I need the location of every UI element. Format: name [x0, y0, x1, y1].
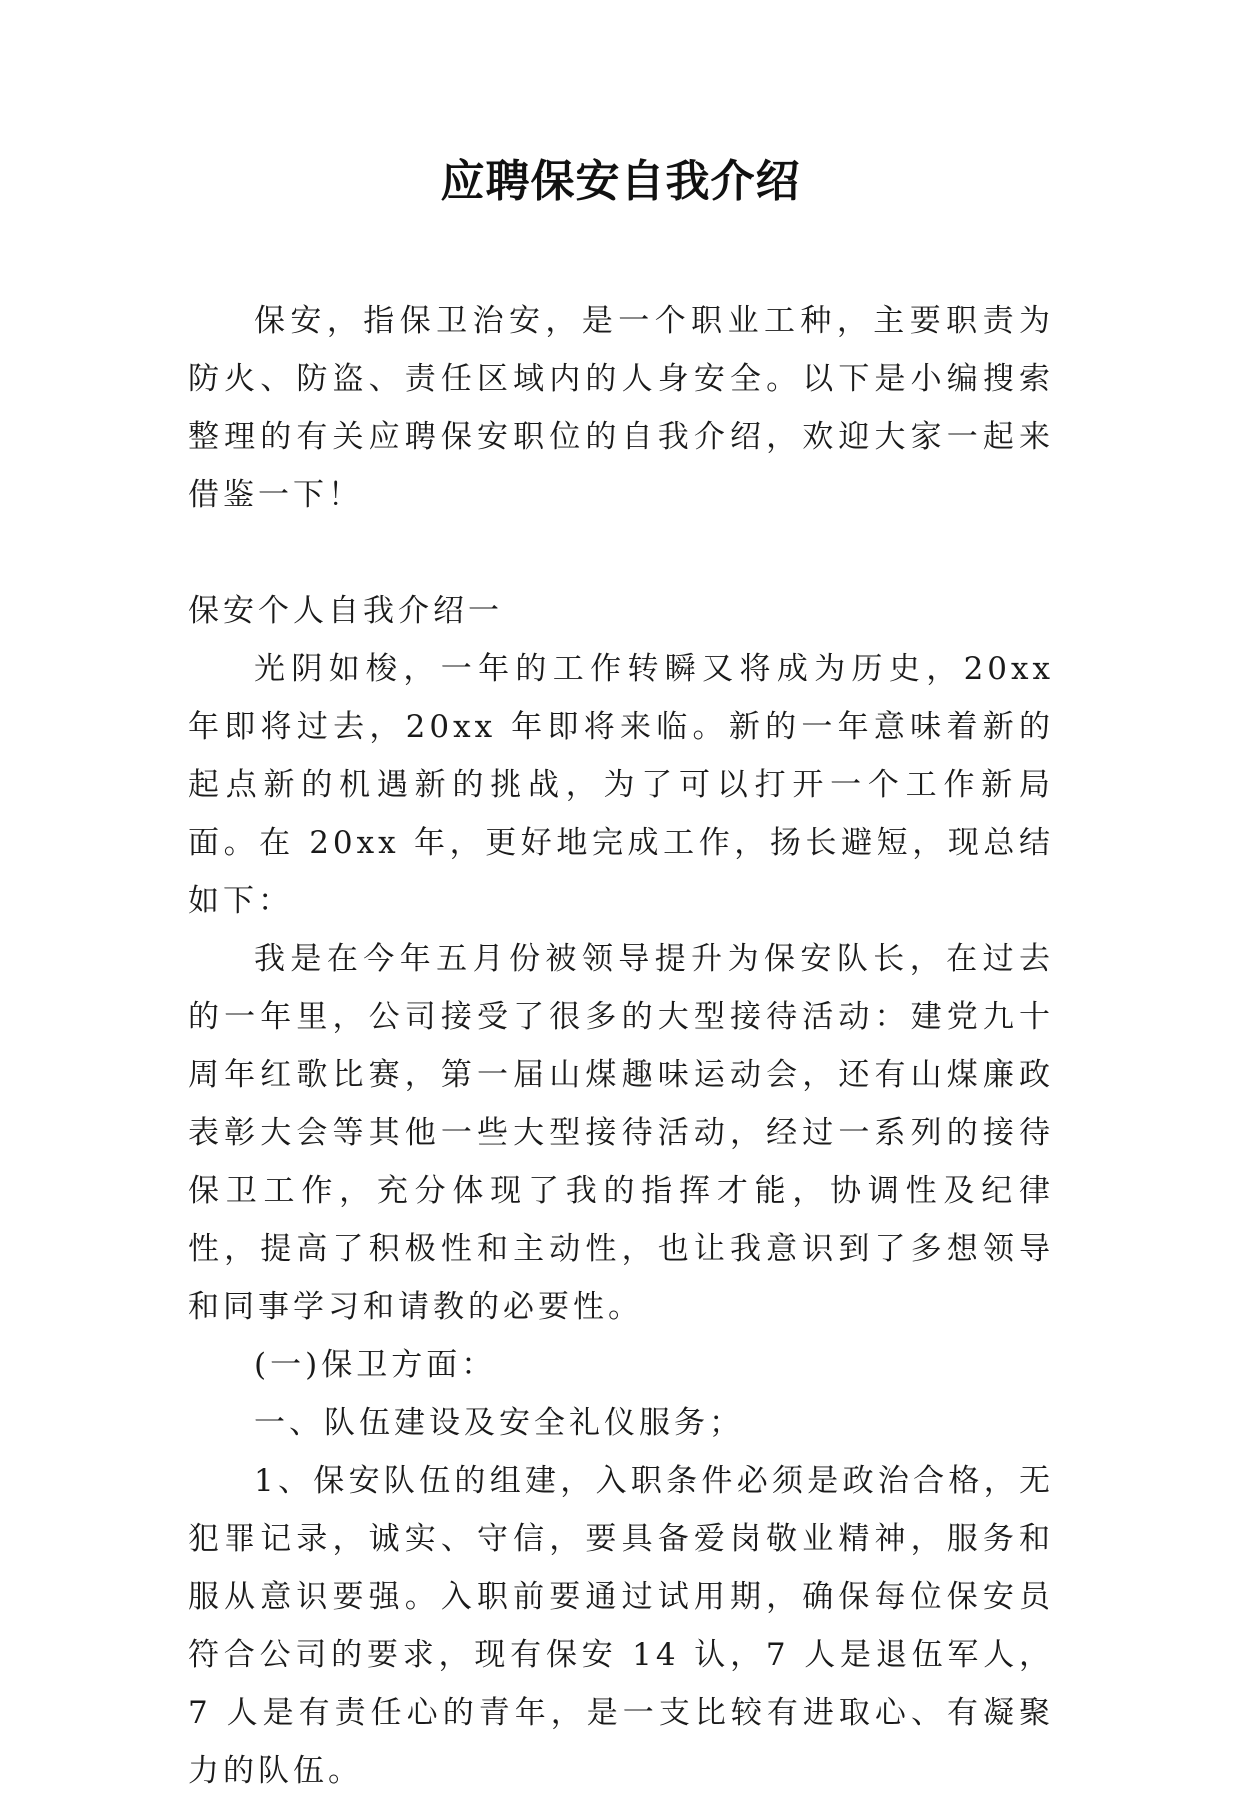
document-title: 应聘保安自我介绍 — [440, 156, 801, 207]
body-paragraph-1: 光阴如梭，一年的工作转瞬又将成为历史，20xx 年即将过去，20xx 年即将来临。新的一年意味着新的起点新的机遇新的挑战，为了可以打开一个工作新局面。在 20xx 年，更好地完成工作，扬长避短，现总结如下： — [188, 651, 1054, 919]
intro-paragraph: 保安，指保卫治安，是一个职业工种，主要职责为防火、防盗、责任区域内的人身安全。以下是小编搜索整理的有关应聘保安职位的自我介绍，欢迎大家一起来借鉴一下！ — [188, 303, 1054, 513]
document-body — [188, 292, 1054, 1800]
section-heading: 保安个人自我介绍一 — [188, 593, 503, 629]
body-paragraph-2: 我是在今年五月份被领导提升为保安队长，在过去的一年里，公司接受了很多的大型接待活动：建党九十周年红歌比赛，第一届山煤趣味运动会，还有山煤廉政表彰大会等其他一些大型接待活动，经过一系列的接待保卫工作，充分体现了我的指挥才能，协调性及纪律性，提高了积极性和主动性，也让我意识到了多想领导和同事学习和请教的必要性。 — [188, 941, 1054, 1325]
subheading-guard-aspect: (一)保卫方面： — [254, 1347, 497, 1383]
body-paragraph-3: 1、保安队伍的组建，入职条件必须是政治合格，无犯罪记录，诚实、守信，要具备爱岗敬业精神，服务和服从意识要强。入职前要通过试用期，确保每位保安员符合公司的要求，现有保安 14 认，7 人是退伍军人，7 人是有责任心的青年，是一支比较有进取心、有凝聚力的队伍。 — [188, 1463, 1054, 1789]
subheading-team-building: 一、队伍建设及安全礼仪服务； — [254, 1405, 744, 1441]
